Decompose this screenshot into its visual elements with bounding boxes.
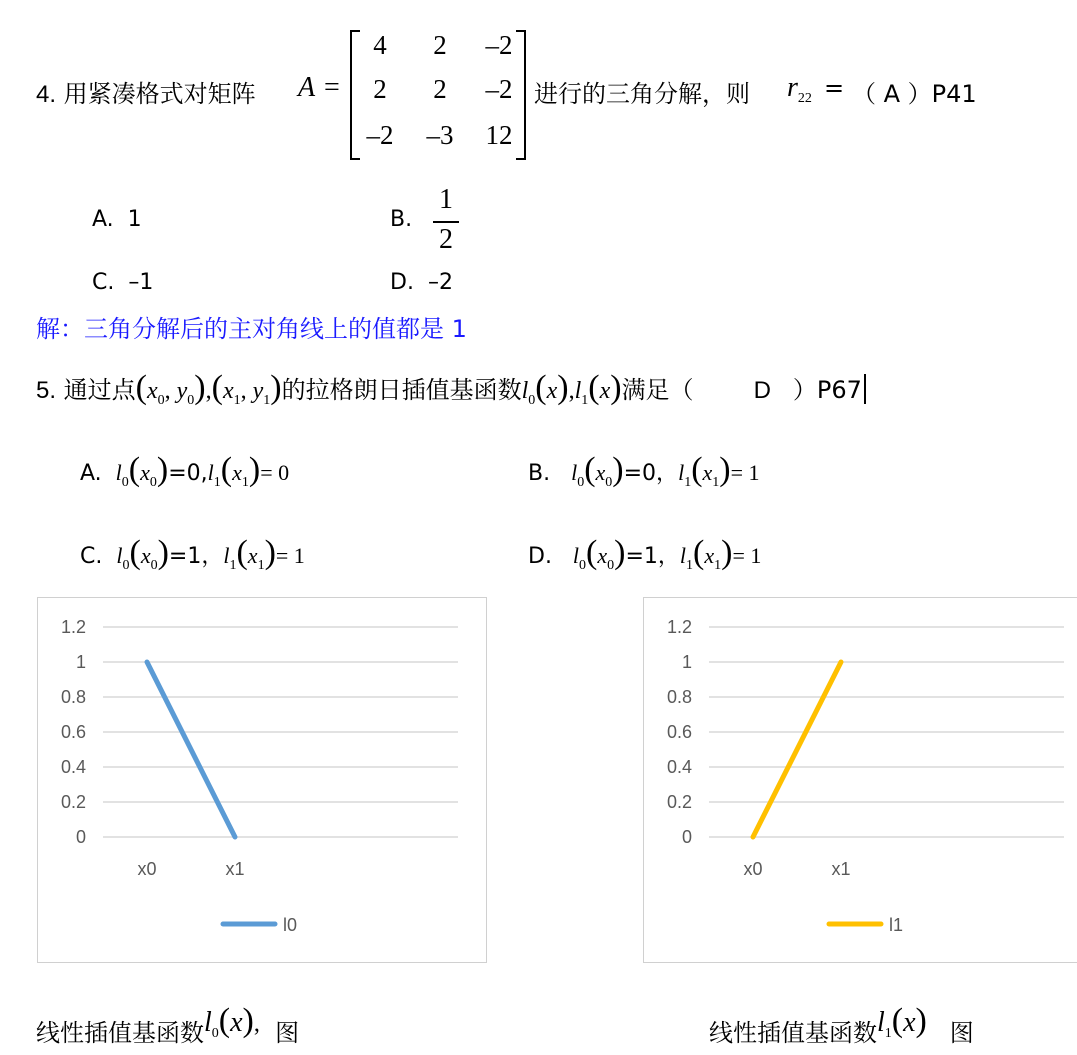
- q4-stem: [36, 74, 256, 109]
- matrix-equals: =: [324, 72, 340, 103]
- x-tick-label: x0: [743, 859, 763, 879]
- y-tick-label: 0: [681, 827, 692, 847]
- q5-option-d: D. $l_0(x_0)=1$，$l_1(x_1)= 1$: [528, 534, 762, 573]
- q5-option-c: C. $l_0(x_0)=1$，$l_1(x_1)= 1$: [80, 534, 305, 573]
- caption-right: 线性插值基函数$l^1(x)$ 图: [709, 1002, 974, 1047]
- r22-variable: $r_{22}$: [787, 72, 812, 106]
- y-tick-label: 1: [75, 652, 86, 672]
- q4-option-b-numerator: 1: [439, 184, 453, 215]
- y-tick-label: 0.8: [666, 687, 692, 707]
- chart-l1-svg: [644, 598, 1077, 962]
- q4-option-c: C. –1: [92, 270, 154, 295]
- y-tick-label: 0.6: [60, 722, 86, 742]
- matrix-cell: 2: [373, 74, 387, 104]
- y-tick-label: 1.2: [666, 617, 692, 637]
- x-tick-label: x1: [225, 859, 245, 879]
- chart-l0-svg: [38, 598, 486, 962]
- series-line-l0: [147, 662, 235, 837]
- caption-left: 线性插值基函数$l^0(x)$, 图: [36, 1002, 300, 1047]
- matrix-cell: 2: [433, 30, 447, 60]
- q4-option-a: A. 1: [92, 207, 142, 232]
- y-tick-label: 0.6: [666, 722, 692, 742]
- y-tick-label: 0.8: [60, 687, 86, 707]
- x-tick-label: x0: [137, 859, 157, 879]
- q4-text-before: 用紧凑格式对矩阵: [63, 80, 256, 108]
- legend-label: l1: [889, 915, 904, 935]
- x-tick-label: x1: [831, 859, 851, 879]
- text-cursor: [864, 374, 866, 404]
- q4-answer: （ A ）P41: [852, 80, 977, 108]
- q4-option-d: D. –2: [390, 270, 453, 295]
- r22-equals: =: [824, 74, 845, 102]
- q4-option-b-denominator: 2: [439, 224, 453, 255]
- q5-option-b: B. $l_0(x_0)=0$，$l_1(x_1)= 1$: [528, 451, 760, 490]
- q5-stem: 5. 通过点($x_0$, $y_0),(x_1$, $y_1$)的拉格朗日插值基函数$l_0(x),l_1(x)$满足（ D ）P67: [36, 369, 866, 409]
- y-tick-label: 0.4: [60, 757, 86, 777]
- matrix-cell: 4: [373, 30, 387, 60]
- q5-option-a: A. $l_0(x_0)=0,l_1(x_1)= 0$: [80, 451, 290, 490]
- q4-option-b-label: B.: [390, 207, 413, 232]
- chart-l0: [37, 597, 487, 963]
- matrix-cell: –2: [366, 120, 394, 150]
- q4-solution: 解：三角分解后的主对角线上的值都是 1: [36, 315, 467, 343]
- matrix-cell: 2: [433, 74, 447, 104]
- fraction-bar: [433, 221, 459, 223]
- matrix-cell: –3: [426, 120, 454, 150]
- y-tick-label: 1.2: [60, 617, 86, 637]
- y-tick-label: 0.4: [666, 757, 692, 777]
- chart-l1: [643, 597, 1077, 963]
- series-line-l1: [753, 662, 841, 837]
- y-tick-label: 0.2: [60, 792, 86, 812]
- q4-text-after: 进行的三角分解，则: [534, 80, 750, 108]
- y-tick-label: 1: [681, 652, 692, 672]
- matrix-cell: 12: [485, 120, 513, 150]
- matrix-variable: A: [298, 72, 316, 103]
- legend-label: l0: [283, 915, 298, 935]
- y-tick-label: 0: [75, 827, 86, 847]
- matrix-cell: –2: [485, 30, 513, 60]
- y-tick-label: 0.2: [666, 792, 692, 812]
- matrix-cell: –2: [485, 74, 513, 104]
- q4-number: 4.: [36, 81, 57, 108]
